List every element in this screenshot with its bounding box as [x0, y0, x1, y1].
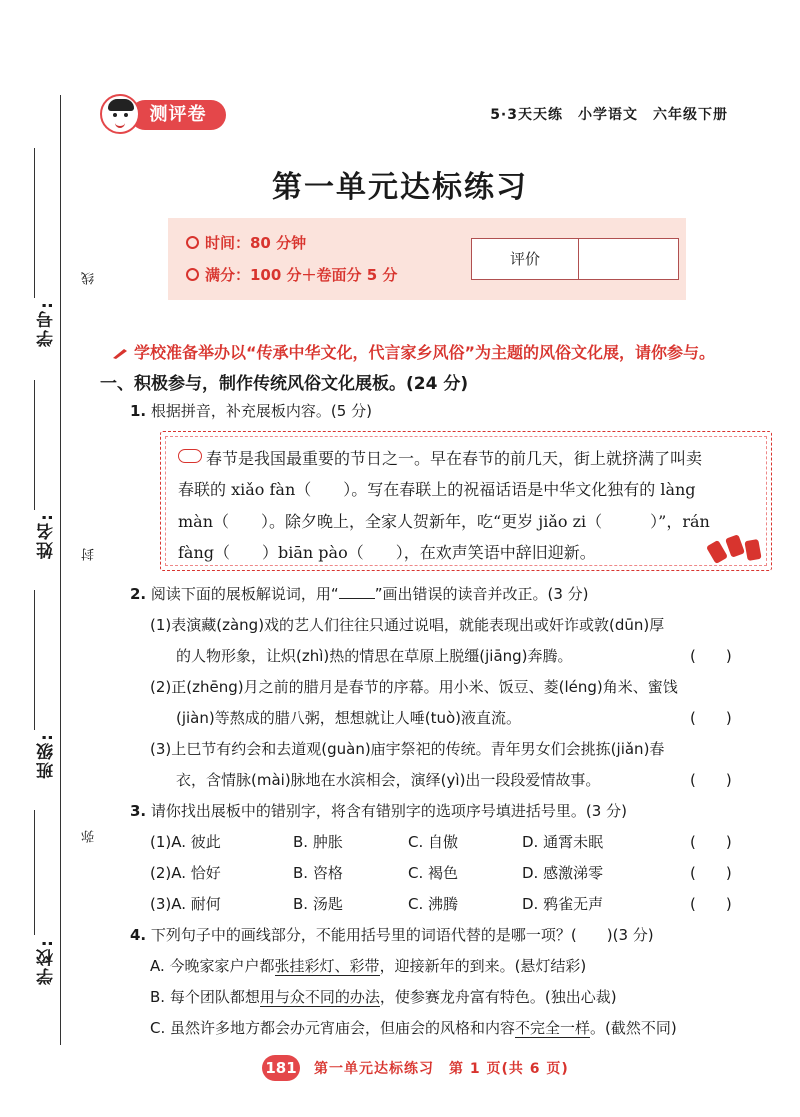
- q3-row-2-answer[interactable]: ( ): [690, 864, 732, 882]
- q4-b-post: ，使参赛龙舟富有特色。(独出心裁): [379, 988, 617, 1006]
- q3-number: 3.: [130, 802, 147, 820]
- badge-label: 测评卷: [130, 100, 226, 130]
- q2-item-2-answer[interactable]: ( ): [690, 709, 732, 727]
- q3-row-2-d: D. 感激涕零: [522, 864, 604, 882]
- q4-text: 下列句子中的画线部分，不能用括号里的词语代替的是哪一项？( )(3 分): [150, 926, 654, 944]
- class-label: 班级:: [37, 732, 57, 779]
- clock-icon: [186, 236, 199, 249]
- firecracker-icon: [702, 530, 770, 566]
- name-label: 姓名:: [37, 512, 57, 559]
- q1-number: 1.: [130, 402, 147, 420]
- q4-c-underlined: 不完全一样: [515, 1019, 591, 1037]
- q3-row-1-answer[interactable]: ( ): [690, 833, 732, 851]
- close-label: 弥: [82, 830, 97, 843]
- section-heading: 一、积极参与，制作传统风俗文化展板。(24 分): [100, 374, 469, 394]
- evaluation-field[interactable]: [579, 239, 678, 279]
- q2-item-2-line-1: (2)正(zhēng)月之前的腊月是春节的序幕。用小米、饭豆、菱(léng)角米、蜜饯: [150, 678, 678, 696]
- school-underline: [34, 810, 35, 935]
- q2-item-3-line-2: 衣，含情脉(mài)脉地在水滨相会，演绎(yì)出一段段爱情故事。: [176, 771, 601, 789]
- q4-option-a: [150, 955, 586, 976]
- q1-line-1: [178, 446, 702, 469]
- q4-option-c: [150, 1017, 677, 1038]
- q2-number: 2.: [130, 585, 147, 603]
- q1-line-3: màn（ ）。除夕晚上，全家人贺新年，吃“更岁 jiǎo zi（ ）”，rán: [178, 512, 710, 531]
- test-badge: [100, 94, 228, 134]
- q3-row-3-b: B. 汤匙: [293, 895, 343, 913]
- page-title: 第一单元达标练习: [272, 170, 528, 205]
- q2-item-1-line-2: 的人物形象，让炽(zhì)热的情思在草原上脱缰(jiāng)奔腾。: [176, 647, 573, 665]
- seal-label: 封: [82, 548, 97, 561]
- name-underline: [34, 380, 35, 510]
- q3-row-1-c: C. 自傲: [408, 833, 459, 851]
- info-box: [168, 218, 686, 300]
- q4-c-pre: C. 虽然许多地方都会办元宵庙会，但庙会的风格和内容: [150, 1019, 516, 1037]
- student-id-label: 学号:: [37, 300, 57, 347]
- binding-line: [60, 95, 61, 1045]
- q2-item-3-line-1: (3)上巳节有约会和去道观(guàn)庙宇祭祀的传统。青年男女们会挑拣(jiǎn)春: [150, 740, 665, 758]
- q3-row-2-b: B. 咨格: [293, 864, 343, 882]
- q4-a-underlined: 张挂彩灯、彩带: [274, 957, 380, 975]
- series-title: 5·3天天练 小学语文 六年级下册: [490, 107, 728, 123]
- class-underline: [34, 590, 35, 730]
- q4-a-post: ，迎接新年的到来。(悬灯结彩): [379, 957, 587, 975]
- q4-c-post: 。(截然不同): [590, 1019, 677, 1037]
- q3-text: 请你找出展板中的错别字，将含有错别字的选项序号填进括号里。(3 分): [150, 802, 627, 820]
- score-line: [186, 264, 397, 285]
- q3-row-2-c: C. 褐色: [408, 864, 459, 882]
- intro-text: [112, 340, 715, 363]
- evaluation-label: 评价: [472, 239, 579, 279]
- q4-number: 4.: [130, 926, 147, 944]
- q1-prompt: [130, 400, 372, 421]
- q2-item-1-line-1: (1)表演藏(zàng)戏的艺人们往往只通过说唱，就能表现出或奸诈或敦(dūn)厚: [150, 616, 665, 634]
- q2-item-1-answer[interactable]: ( ): [690, 647, 732, 665]
- q4-prompt: [130, 924, 654, 945]
- intro-label: 学校准备举办以“传承中华文化，代言家乡风俗”为主题的风俗文化展，请你参与。: [134, 343, 716, 362]
- q1-line-2: 春联的 xiǎo fàn（ ）。写在春联上的祝福话语是中华文化独有的 làng: [178, 480, 696, 499]
- q1-line-1-text: 春节是我国最重要的节日之一。早在春节的前几天，街上就挤满了叫卖: [206, 449, 703, 468]
- student-face-icon: [100, 94, 140, 134]
- q3-row-1-a: (1)A. 彼此: [150, 833, 221, 851]
- pen-icon: [112, 344, 128, 356]
- q3-row-3-a: (3)A. 耐何: [150, 895, 221, 913]
- q1-text: 根据拼音，补充展板内容。(5 分): [150, 402, 372, 420]
- q4-option-b: [150, 986, 617, 1007]
- q3-row-2-a: (2)A. 恰好: [150, 864, 221, 882]
- q2-prompt: [130, 583, 589, 604]
- evaluation-table: [471, 238, 679, 280]
- cloud-icon: [178, 449, 202, 463]
- time-text: 时间：80 分钟: [205, 234, 307, 252]
- q3-row-1-b: B. 肿胀: [293, 833, 343, 851]
- check-icon: [186, 268, 199, 281]
- q1-line-4: fàng（ ）biān pào（ ），在欢声笑语中辞旧迎新。: [178, 543, 596, 562]
- q3-row-3-c: C. 沸腾: [408, 895, 459, 913]
- q3-prompt: [130, 800, 627, 821]
- school-label: 学校:: [37, 938, 57, 985]
- q4-b-underlined: 用与众不同的办法: [259, 988, 380, 1006]
- q3-row-1-d: D. 通霄未眠: [522, 833, 604, 851]
- q3-row-3-answer[interactable]: ( ): [690, 895, 732, 913]
- footer-text: 第一单元达标练习 第 1 页(共 6 页): [314, 1061, 569, 1077]
- q2-item-2-line-2: (jiàn)等熬成的腊八粥，想想就让人唾(tuò)液直流。: [176, 709, 522, 727]
- q4-b-pre: B. 每个团队都想: [150, 988, 260, 1006]
- q2-text-b: ”画出错误的读音并改正。(3 分): [374, 585, 589, 603]
- q4-a-pre: A. 今晚家家户户都: [150, 957, 275, 975]
- page-number-badge: 181: [262, 1055, 300, 1081]
- q3-row-3-d: D. 鸦雀无声: [522, 895, 604, 913]
- time-line: [186, 232, 306, 253]
- cut-line-label: 线: [82, 272, 97, 285]
- q2-item-3-answer[interactable]: ( ): [690, 771, 732, 789]
- score-text: 满分：100 分＋卷面分 5 分: [205, 266, 398, 284]
- q2-text-a: 阅读下面的展板解说词，用“: [150, 585, 339, 603]
